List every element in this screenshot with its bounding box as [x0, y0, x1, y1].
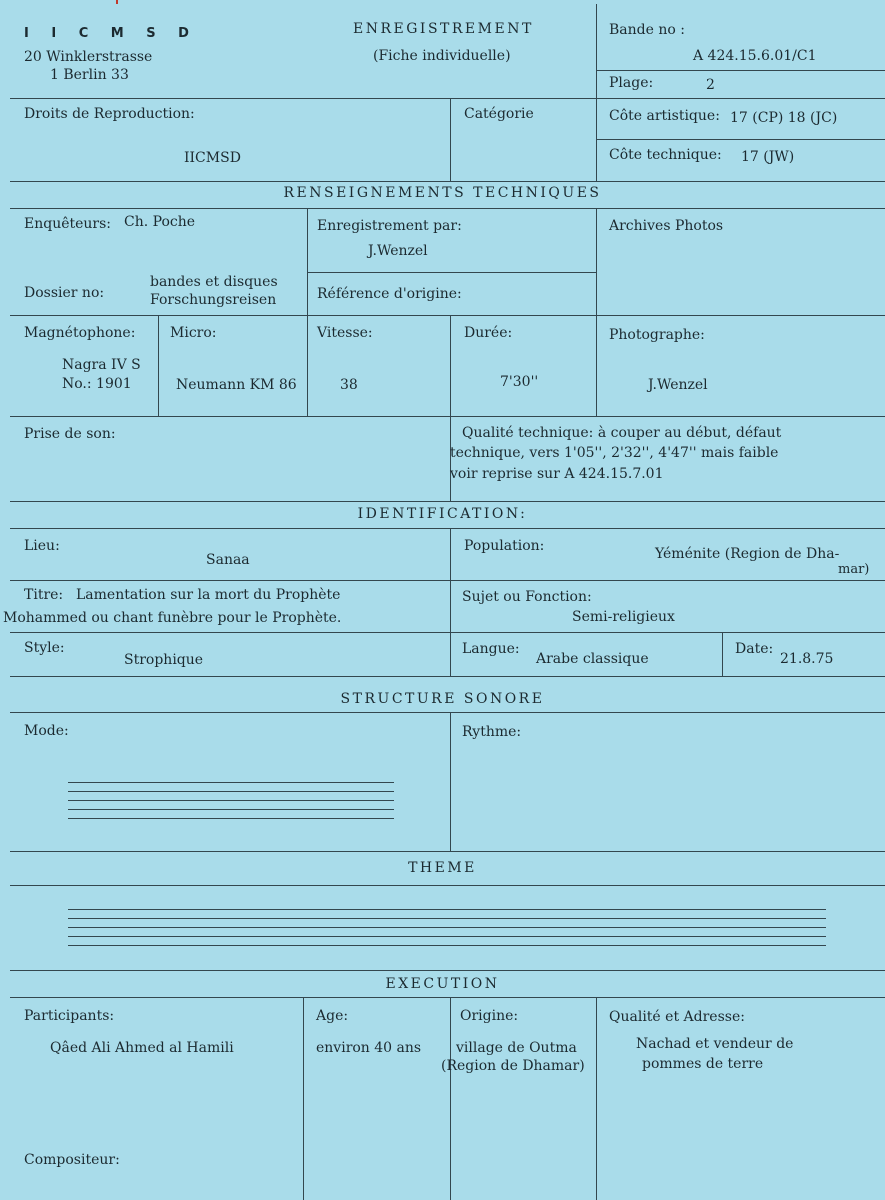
divider	[450, 997, 451, 1200]
langue-label: Langue:	[462, 641, 520, 657]
divider	[303, 997, 304, 1200]
staff-line	[68, 791, 394, 792]
divider	[10, 676, 885, 677]
vitesse-value: 38	[340, 377, 358, 393]
micro-label: Micro:	[170, 325, 217, 341]
form-subtitle: (Fiche individuelle)	[373, 48, 511, 64]
magnetophone-value-line2: No.: 1901	[62, 376, 132, 392]
population-label: Population:	[464, 538, 545, 554]
divider	[10, 851, 885, 852]
qualite-adresse-value-line1: Nachad et vendeur de	[636, 1036, 794, 1052]
droits-label: Droits de Reproduction:	[24, 106, 195, 122]
divider	[596, 208, 597, 416]
divider	[307, 272, 596, 273]
org-name: I I C M S D	[24, 26, 198, 41]
staff-line	[68, 782, 394, 783]
sujet-fonction-value: Semi-religieux	[572, 609, 675, 625]
qualite-technique-line1: Qualité technique: à couper au début, défaut	[462, 425, 782, 441]
date-label: Date:	[735, 641, 774, 657]
section-title-theme: THEME	[408, 860, 477, 876]
divider	[10, 208, 885, 209]
divider	[450, 712, 451, 851]
mode-label: Mode:	[24, 723, 69, 739]
staff-line	[68, 809, 394, 810]
titre-label: Titre:	[24, 587, 64, 603]
origine-value-line1: village de Outma	[456, 1040, 577, 1056]
divider	[307, 315, 308, 416]
micro-value: Neumann KM 86	[176, 377, 297, 393]
vitesse-label: Vitesse:	[317, 325, 373, 341]
archives-photos-label: Archives Photos	[609, 218, 724, 234]
plage-value: 2	[706, 77, 715, 93]
participants-value: Qâed Ali Ahmed al Hamili	[50, 1040, 234, 1056]
titre-value-line1: Lamentation sur la mort du Prophète	[76, 587, 341, 603]
style-value: Strophique	[124, 652, 204, 668]
divider	[10, 970, 885, 971]
compositeur-label: Compositeur:	[24, 1152, 120, 1168]
plage-label: Plage:	[609, 75, 654, 91]
population-value-continued: mar)	[838, 562, 870, 577]
lieu-label: Lieu:	[24, 538, 60, 554]
magnetophone-label: Magnétophone:	[24, 325, 136, 341]
divider	[10, 501, 885, 502]
divider	[10, 997, 885, 998]
droits-value: IICMSD	[184, 150, 241, 166]
participants-label: Participants:	[24, 1008, 115, 1024]
divider	[10, 632, 885, 633]
divider	[10, 712, 885, 713]
cote-artistique-value: 17 (CP) 18 (JC)	[730, 110, 838, 126]
qualite-adresse-label: Qualité et Adresse:	[609, 1009, 745, 1025]
population-value: Yéménite (Region de Dha-	[655, 546, 840, 562]
dossier-value-line2: Forschungsreisen	[150, 292, 277, 308]
titre-value-line2: Mohammed ou chant funèbre pour le Prophète.	[3, 610, 342, 626]
section-title-structure: STRUCTURE SONORE	[340, 691, 545, 707]
divider	[10, 98, 885, 99]
duree-value: 7'30''	[500, 374, 539, 390]
lieu-value: Sanaa	[206, 552, 250, 568]
magnetophone-value-line1: Nagra IV S	[62, 357, 141, 373]
qualite-adresse-value-line2: pommes de terre	[642, 1056, 764, 1072]
prise-de-son-label: Prise de son:	[24, 426, 116, 442]
section-title-technique: RENSEIGNEMENTS TECHNIQUES	[283, 185, 602, 201]
staff-line	[68, 918, 826, 919]
cote-technique-label: Côte technique:	[609, 147, 722, 163]
divider	[596, 139, 885, 140]
org-address-city: 1 Berlin 33	[50, 67, 129, 83]
staff-line	[68, 927, 826, 928]
bande-label: Bande no :	[609, 22, 685, 38]
divider	[596, 997, 597, 1200]
cote-artistique-label: Côte artistique:	[609, 108, 720, 124]
qualite-technique-line3: voir reprise sur A 424.15.7.01	[450, 466, 664, 482]
rythme-label: Rythme:	[462, 724, 522, 740]
form-title: ENREGISTREMENT	[353, 21, 534, 37]
divider	[10, 580, 885, 581]
age-label: Age:	[316, 1008, 349, 1024]
categorie-label: Catégorie	[464, 106, 534, 122]
divider	[596, 4, 597, 181]
origine-label: Origine:	[460, 1008, 519, 1024]
date-value: 21.8.75	[780, 651, 834, 667]
enregistrement-label: Enregistrement par:	[317, 218, 462, 234]
staff-line	[68, 800, 394, 801]
divider	[450, 528, 451, 676]
photographe-value: J.Wenzel	[648, 377, 708, 393]
divider	[596, 70, 885, 71]
staff-line	[68, 945, 826, 946]
divider	[10, 885, 885, 886]
divider	[450, 98, 451, 181]
divider	[10, 416, 885, 417]
staff-line	[68, 818, 394, 819]
divider	[307, 208, 308, 315]
enqueteurs-value: Ch. Poche	[124, 214, 196, 230]
langue-value: Arabe classique	[536, 651, 649, 667]
bande-value: A 424.15.6.01/C1	[693, 48, 817, 64]
enregistrement-value: J.Wenzel	[368, 243, 428, 259]
divider	[722, 632, 723, 676]
section-title-execution: EXECUTION	[385, 976, 500, 992]
cote-technique-value: 17 (JW)	[741, 149, 795, 165]
section-title-identification: IDENTIFICATION:	[357, 506, 528, 522]
corner-mark	[116, 0, 118, 4]
staff-line	[68, 909, 826, 910]
age-value: environ 40 ans	[316, 1040, 422, 1056]
divider	[10, 315, 885, 316]
dossier-label: Dossier no:	[24, 285, 105, 301]
divider	[158, 315, 159, 416]
style-label: Style:	[24, 640, 65, 656]
duree-label: Durée:	[464, 325, 513, 341]
sujet-fonction-label: Sujet ou Fonction:	[462, 589, 592, 605]
photographe-label: Photographe:	[609, 327, 705, 343]
divider	[10, 528, 885, 529]
dossier-value-line1: bandes et disques	[150, 274, 278, 290]
staff-line	[68, 936, 826, 937]
enqueteurs-label: Enquêteurs:	[24, 216, 112, 232]
divider	[10, 181, 885, 182]
org-address-street: 20 Winklerstrasse	[24, 49, 153, 65]
qualite-technique-line2: technique, vers 1'05'', 2'32'', 4'47'' mais faible	[450, 445, 779, 461]
origine-value-line2: (Region de Dhamar)	[441, 1058, 585, 1074]
reference-origine-label: Référence d'origine:	[317, 286, 462, 302]
